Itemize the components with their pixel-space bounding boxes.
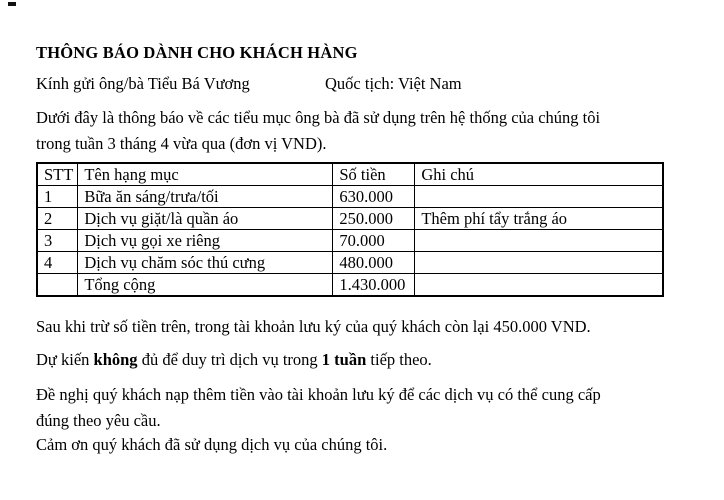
nationality-text: Quốc tịch: Việt Nam — [325, 74, 462, 93]
document-title: THÔNG BÁO DÀNH CHO KHÁCH HÀNG — [36, 43, 358, 62]
charges-table — [36, 162, 664, 297]
cell-item: Dịch vụ gọi xe riêng — [78, 230, 333, 252]
cell-note — [415, 186, 663, 208]
forecast-bold-1-tuan: 1 tuần — [321, 350, 367, 369]
request-line: đúng theo yêu cầu. — [36, 411, 161, 430]
forecast-text: Dự kiến — [36, 350, 94, 369]
column-header-amount: Số tiền — [333, 163, 415, 186]
cell-item: Bữa ăn sáng/trưa/tối — [78, 186, 333, 208]
table-row — [37, 230, 663, 252]
cell-stt: 2 — [37, 208, 78, 230]
table-header-row — [37, 163, 663, 186]
column-header-stt: STT — [37, 163, 78, 186]
balance-paragraph: Sau khi trừ số tiền trên, trong tài khoản lưu ký của quý khách còn lại 450.000 VND. — [36, 317, 591, 336]
cell-amount: 70.000 — [333, 230, 415, 252]
table-row — [37, 186, 663, 208]
cell-amount: 250.000 — [333, 208, 415, 230]
intro-line: trong tuần 3 tháng 4 vừa qua (đơn vị VND). — [36, 134, 327, 153]
cell-amount: 630.000 — [333, 186, 415, 208]
column-header-note: Ghi chú — [415, 163, 663, 186]
greeting-text: Kính gửi ông/bà Tiểu Bá Vương — [36, 74, 250, 93]
cell-total-amount: 1.430.000 — [333, 274, 415, 297]
intro-paragraph — [36, 105, 600, 157]
cell-note — [415, 252, 663, 274]
forecast-text: tiếp theo. — [366, 350, 432, 369]
column-header-item: Tên hạng mục — [78, 163, 333, 186]
cell-item: Dịch vụ chăm sóc thú cưng — [78, 252, 333, 274]
table-row — [37, 208, 663, 230]
cell-stt: 4 — [37, 252, 78, 274]
thanks-paragraph: Cảm ơn quý khách đã sử dụng dịch vụ của chúng tôi. — [36, 435, 388, 454]
forecast-paragraph — [36, 350, 432, 370]
cell-amount: 480.000 — [333, 252, 415, 274]
cell-stt: 1 — [37, 186, 78, 208]
request-paragraph — [36, 382, 601, 434]
intro-line: Dưới đây là thông báo về các tiểu mục ông bà đã sử dụng trên hệ thống của chúng tôi — [36, 108, 601, 127]
table-total-row — [37, 274, 663, 297]
cell-note — [415, 230, 663, 252]
cell-note: Thêm phí tẩy trắng áo — [415, 208, 663, 230]
cell-item: Dịch vụ giặt/là quần áo — [78, 208, 333, 230]
table-row — [37, 252, 663, 274]
cell-total-label: Tổng cộng — [78, 274, 333, 297]
request-line: Đề nghị quý khách nạp thêm tiền vào tài khoản lưu ký để các dịch vụ có thể cung cấp — [36, 385, 601, 404]
forecast-bold-khong: không — [93, 350, 138, 369]
greeting-row — [36, 74, 462, 94]
cell-stt: 3 — [37, 230, 78, 252]
cell-note — [415, 274, 663, 297]
page-corner-mark — [8, 2, 16, 6]
cell-stt — [37, 274, 78, 297]
forecast-text: đủ để duy trì dịch vụ trong — [137, 350, 322, 369]
